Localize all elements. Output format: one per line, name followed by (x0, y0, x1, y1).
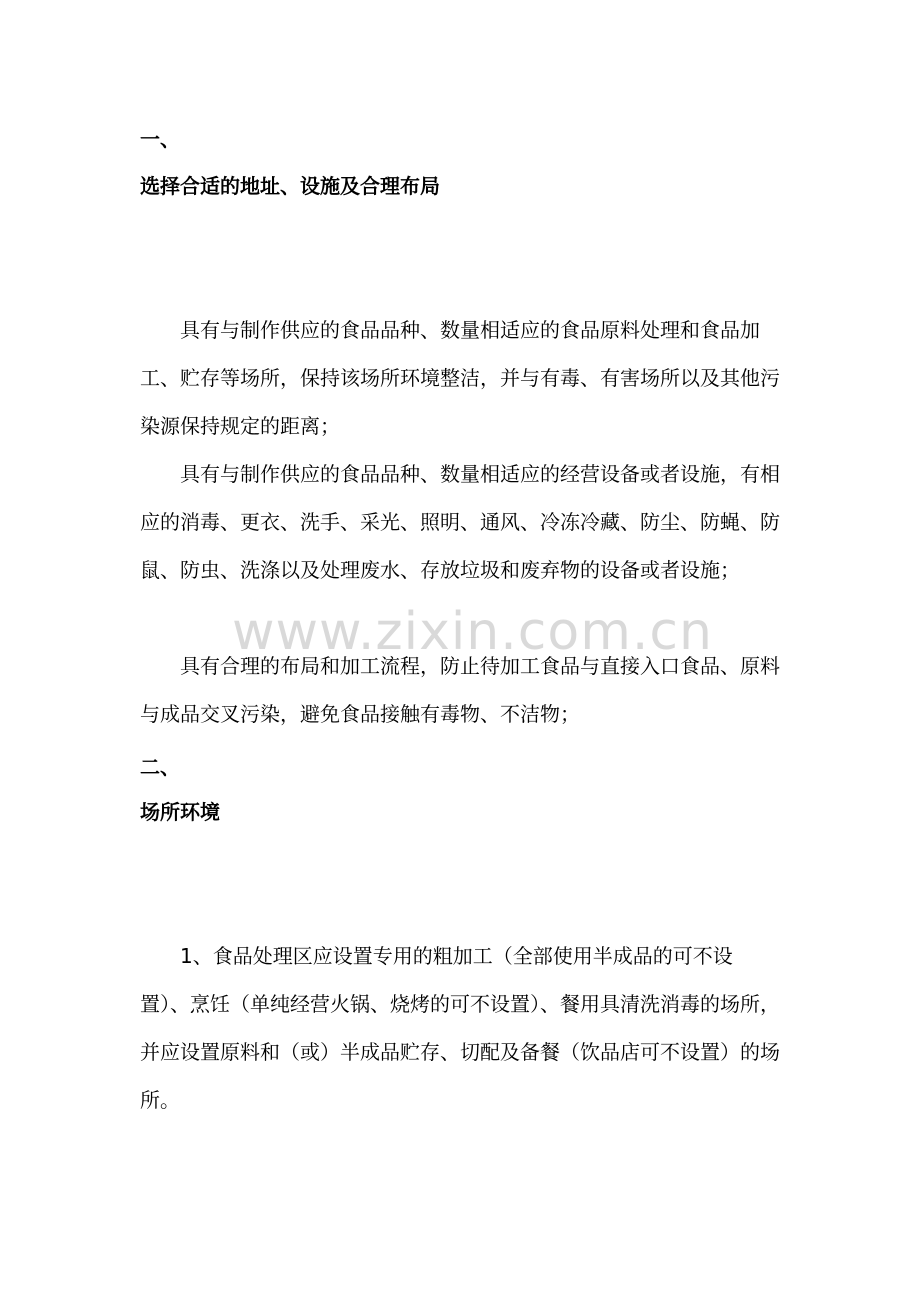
section-2-title: 场所环境 (140, 800, 220, 824)
section-2-paragraph-1: 1、食品处理区应设置专用的粗加工（全部使用半成品的可不设置）、烹饪（单纯经营火锅、烧烤的可不设置）、餐用具清洗消毒的场所，并应设置原料和（或）半成品贮存、切配及备餐（饮品店可不设置）的场所。 (140, 944, 780, 1112)
section-2-number: 二、 (140, 755, 180, 779)
section-1-number: 一、 (140, 127, 180, 151)
section-1-paragraph-1: 具有与制作供应的食品品种、数量相适应的食品原料处理和食品加工、贮存等场所，保持该场所环境整洁，并与有毒、有害场所以及其他污染源保持规定的距离； (140, 318, 780, 438)
watermark-text: www.zixin.com.cn (232, 602, 713, 662)
section-1-paragraph-3: 具有合理的布局和加工流程，防止待加工食品与直接入口食品、原料与成品交叉污染，避免食品接触有毒物、不洁物； (140, 654, 780, 726)
section-1-paragraph-2: 具有与制作供应的食品品种、数量相适应的经营设备或者设施，有相应的消毒、更衣、洗手、采光、照明、通风、冷冻冷藏、防尘、防蝇、防鼠、防虫、洗涤以及处理废水、存放垃圾和废弃物的设备或者设施； (140, 462, 780, 582)
section-1-title: 选择合适的地址、设施及合理布局 (140, 174, 440, 198)
